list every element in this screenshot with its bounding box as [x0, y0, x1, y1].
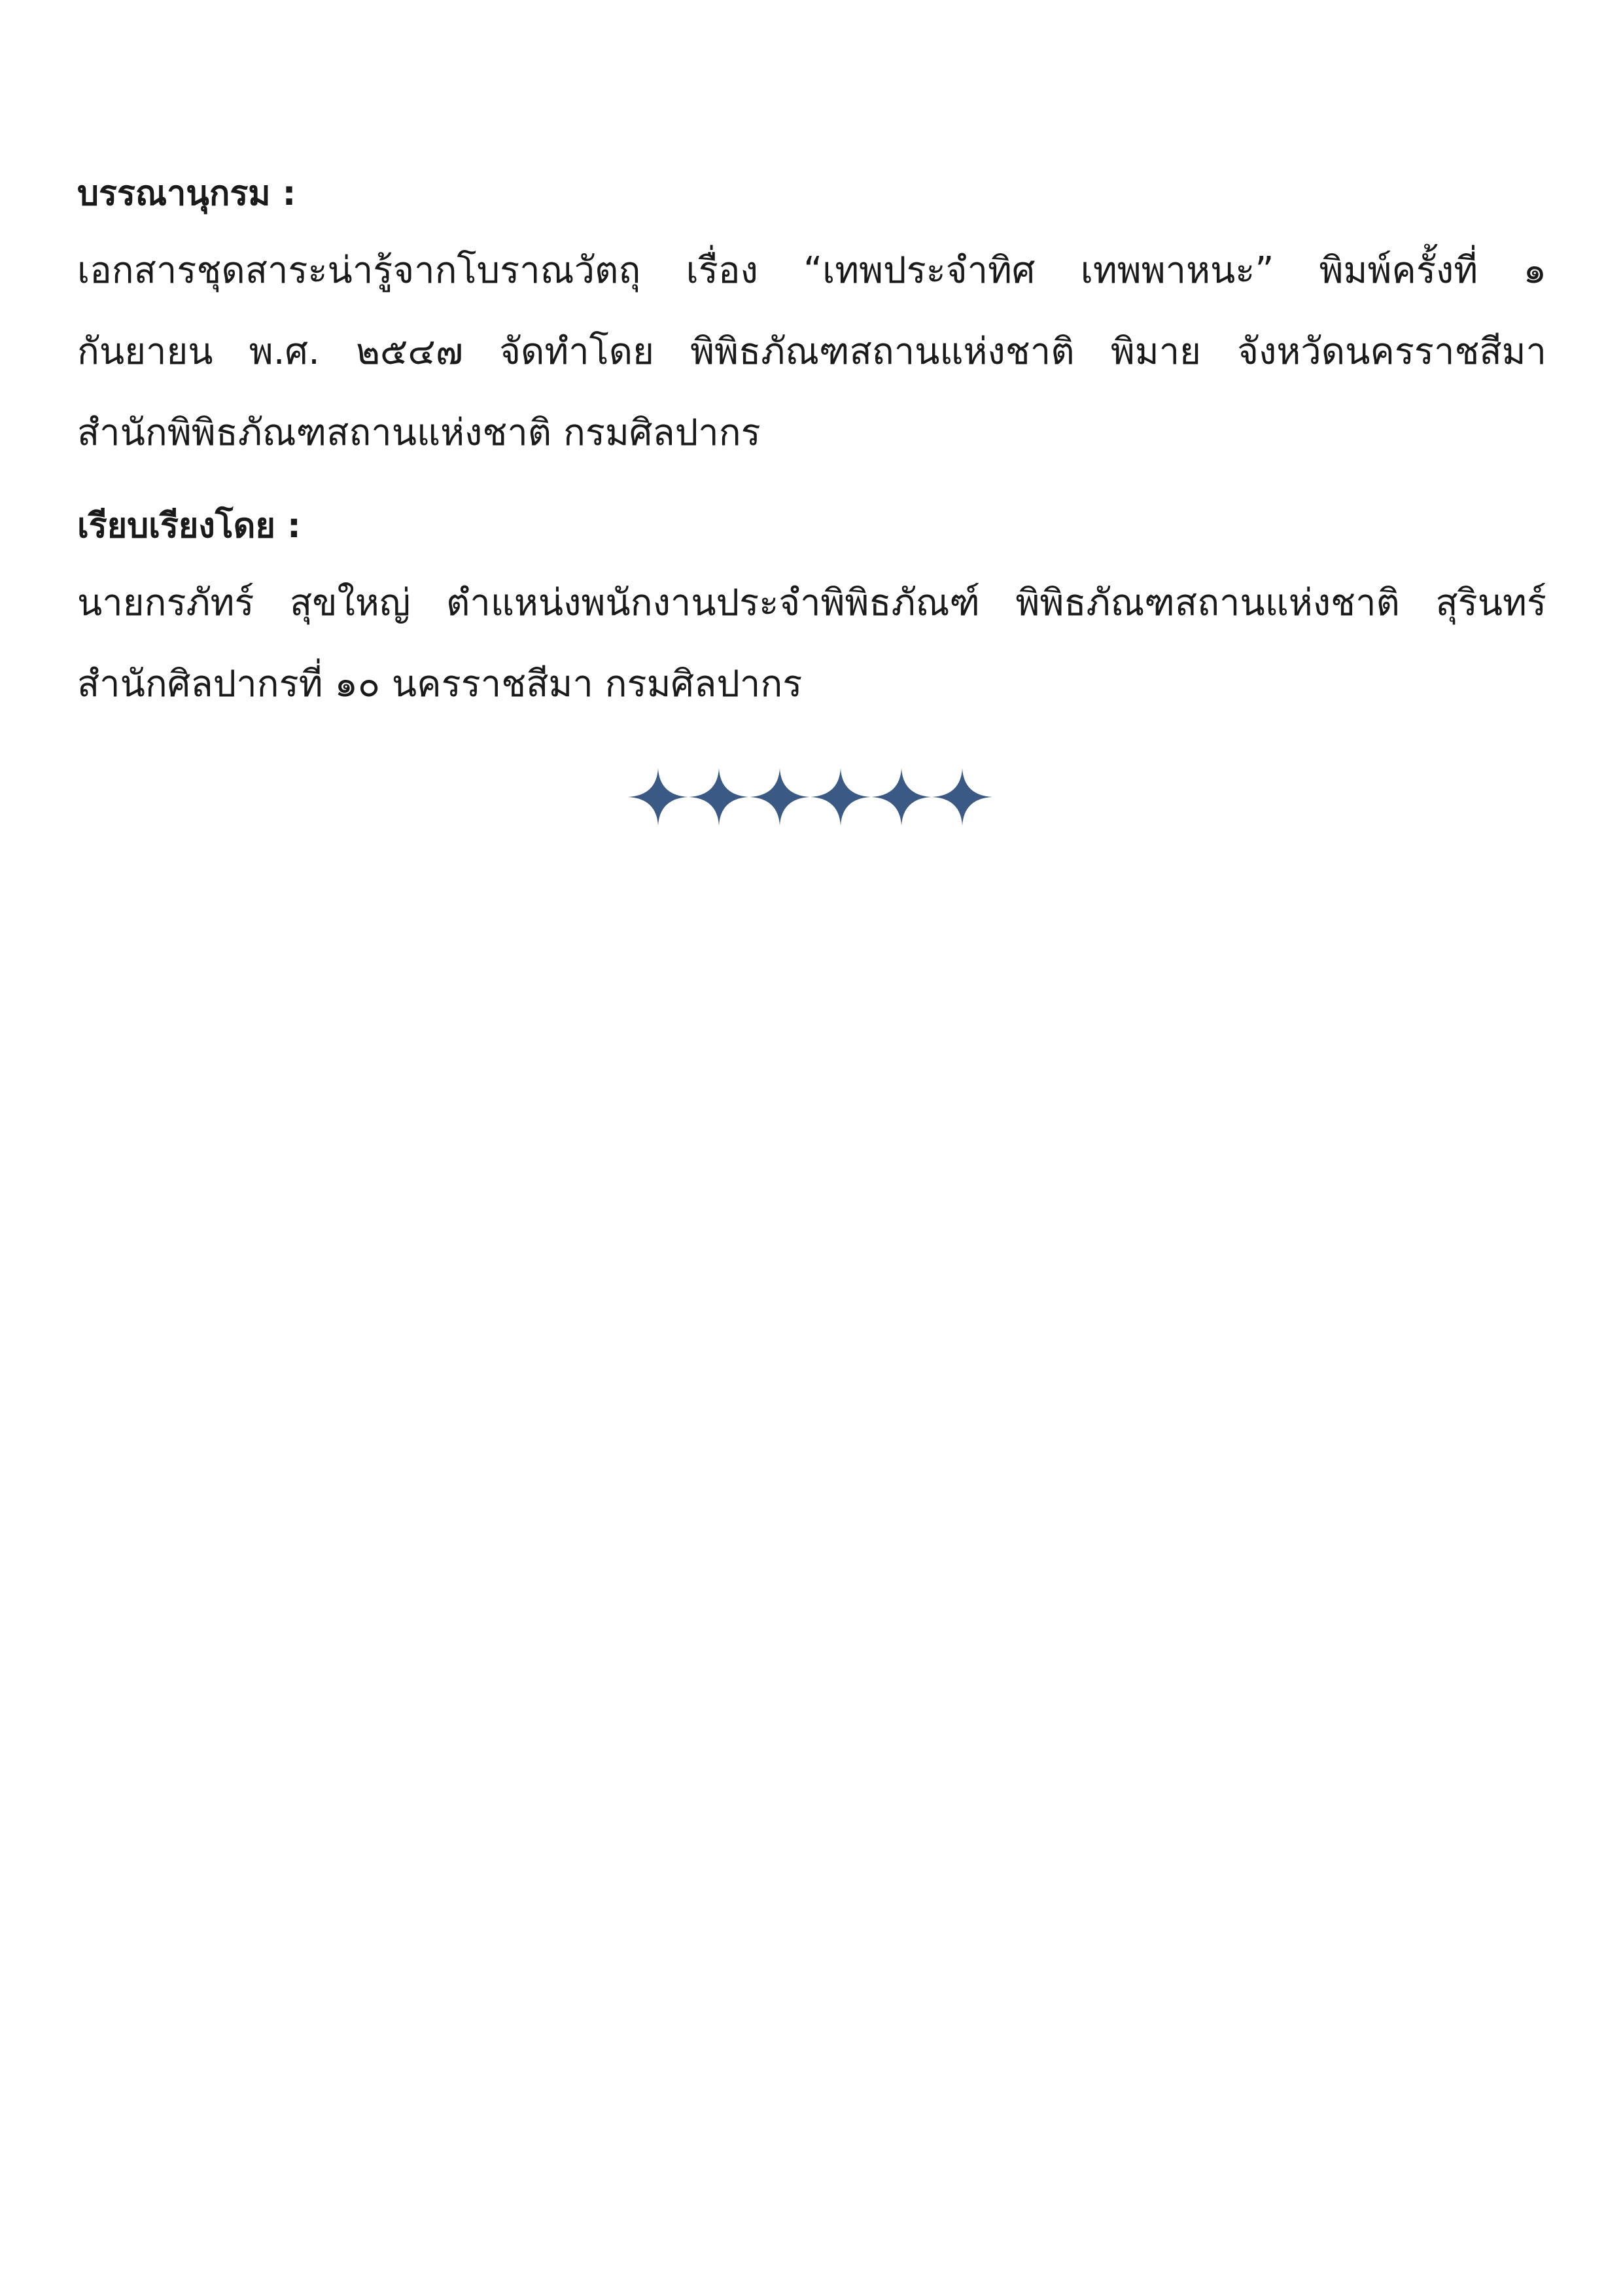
- bibliography-heading: บรรณานุกรม :: [77, 174, 296, 213]
- page-content: [77, 157, 1546, 725]
- four-point-star-icon: [628, 768, 688, 826]
- compiled-by-heading: เรียบเรียงโดย :: [77, 506, 301, 546]
- bibliography-line: สำนักพิพิธภัณฑสถานแห่งชาติ กรมศิลปากร: [77, 412, 761, 454]
- compiled-by-line: สำนักศิลปากรที่ ๑๐ นครราชสีมา กรมศิลปากร: [77, 663, 803, 705]
- four-point-star-icon: [811, 768, 871, 826]
- compiled-by-line: นายกรภัทร์ สุขใหญ่ ตำแหน่งพนักงานประจำพิพิธภัณฑ์ พิพิธภัณฑสถานแห่งชาติ สุรินทร์: [77, 582, 1546, 624]
- four-point-star-icon: [689, 768, 749, 826]
- four-point-star-icon: [932, 768, 992, 826]
- bibliography-line: กันยายน พ.ศ. ๒๕๔๗ จัดทำโดย พิพิธภัณฑสถานแห่งชาติ พิมาย จังหวัดนครราชสีมา: [77, 330, 1546, 373]
- four-point-star-icon: [750, 768, 810, 826]
- star-ornament-divider: [628, 764, 994, 830]
- bibliography-line: เอกสารชุดสาระน่ารู้จากโบราณวัตถุ เรื่อง “เทพประจำทิศ เทพพาหนะ” พิมพ์ครั้งที่ ๑: [77, 249, 1546, 292]
- four-point-star-icon: [871, 768, 932, 826]
